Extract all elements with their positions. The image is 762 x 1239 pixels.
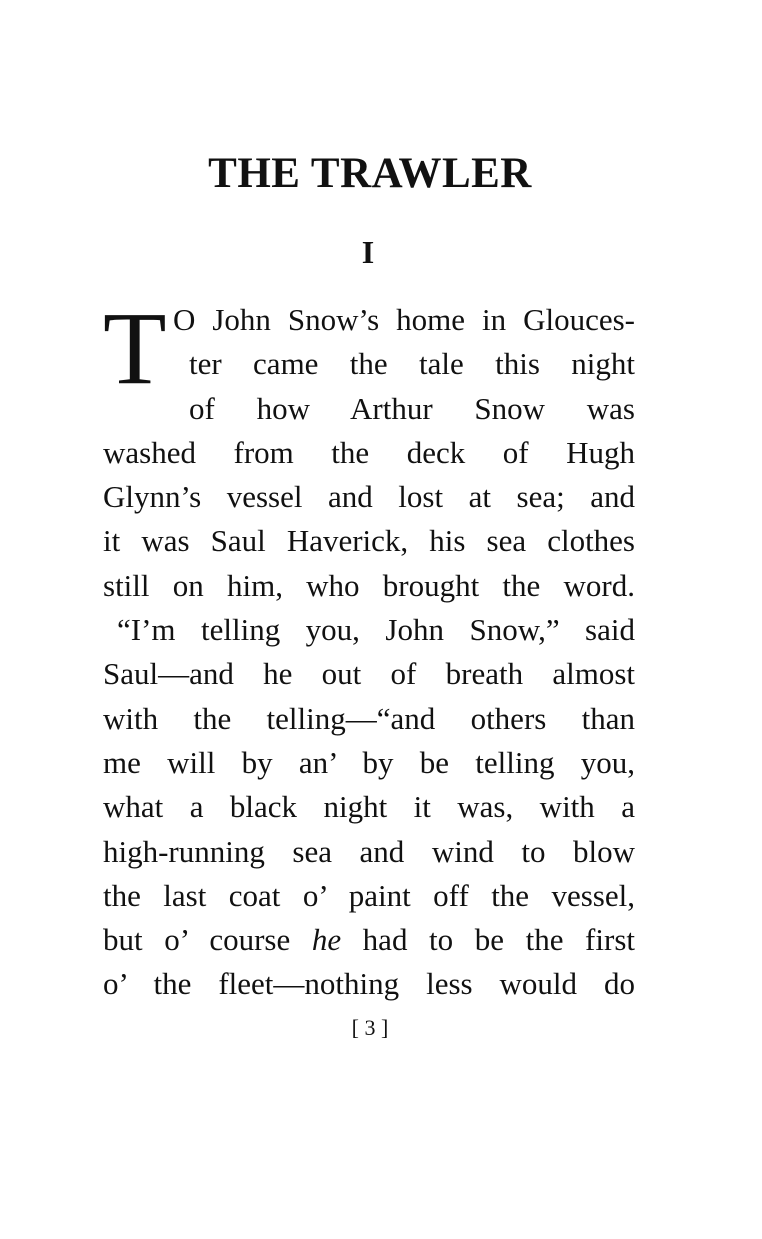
page-number: [ 3 ] bbox=[351, 1015, 389, 1040]
text-line: it was Saul Haverick, his sea clothes bbox=[103, 523, 635, 559]
text-line: the last coat o’ paint off the vessel, bbox=[103, 877, 635, 913]
text-line: Saul—and he out of breath almost bbox=[103, 656, 635, 692]
text-line: with the telling—“and others than bbox=[103, 700, 635, 736]
text-line: still on him, who brought the word. bbox=[103, 567, 635, 603]
text-line: high-running sea and wind to blow bbox=[103, 833, 635, 869]
page-title: THE TRAWLER bbox=[208, 150, 532, 197]
text-line-with-italic bbox=[103, 918, 635, 962]
text-line: O John Snow’s home in Glouces- bbox=[173, 302, 635, 337]
text-line: o’ the fleet—nothing less would do bbox=[103, 966, 635, 1002]
text-line: “I’m telling you, John Snow,” said bbox=[117, 612, 635, 648]
text-fragment: had to be the first bbox=[341, 922, 635, 958]
body-text bbox=[103, 291, 635, 1007]
text-line: Glynn’s vessel and lost at sea; and bbox=[103, 479, 635, 515]
chapter-number: I bbox=[361, 234, 375, 270]
text-line: washed from the deck of Hugh bbox=[103, 434, 635, 470]
text-line: ter came the tale this night bbox=[189, 346, 635, 382]
text-line: me will by an’ by be telling you, bbox=[103, 744, 635, 780]
italic-word: he bbox=[311, 922, 342, 958]
text-line: what a black night it was, with a bbox=[103, 789, 635, 825]
text-fragment: but o’ course bbox=[103, 922, 312, 958]
text-line: of how Arthur Snow was bbox=[189, 390, 635, 426]
drop-cap: T bbox=[103, 291, 167, 406]
